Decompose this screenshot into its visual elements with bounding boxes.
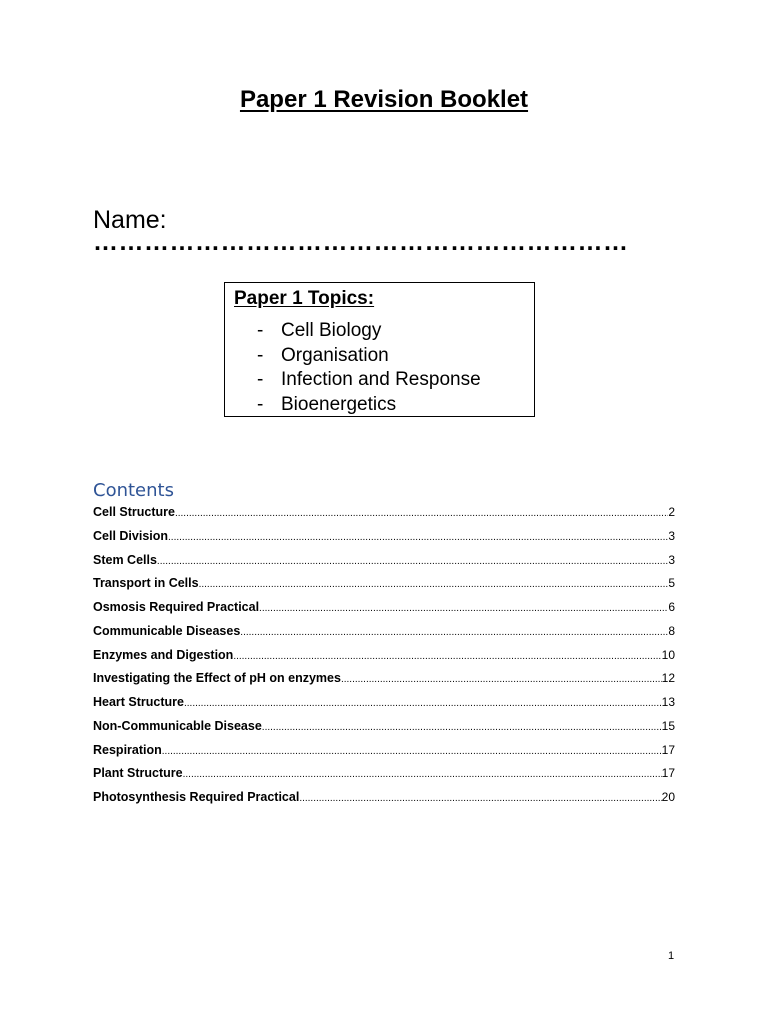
toc-entry-label[interactable]: Osmosis Required Practical (93, 600, 260, 614)
name-field-label: Name: (93, 206, 167, 234)
toc-leader-dots (199, 579, 669, 590)
toc-page-number: 20 (661, 790, 675, 804)
toc-page-number: 10 (661, 647, 675, 662)
topics-box (224, 282, 535, 417)
toc-entry[interactable] (93, 505, 675, 529)
toc-entry[interactable] (93, 553, 675, 577)
toc-leader-dots (157, 556, 668, 567)
page-number: 1 (668, 950, 675, 962)
topic-item (257, 393, 481, 418)
toc-entry[interactable] (93, 600, 675, 624)
toc-leader-dots (259, 603, 668, 614)
topic-label: Organisation (281, 344, 389, 366)
toc-entry-label[interactable]: Transport in Cells (93, 576, 199, 591)
topic-label: Bioenergetics (281, 393, 397, 415)
toc-leader-dots (183, 769, 662, 780)
toc-entry[interactable] (93, 648, 675, 672)
toc-page-number: 15 (661, 718, 675, 733)
toc-entry-label[interactable]: Communicable Diseases (93, 623, 241, 638)
list-dash: - (257, 320, 264, 341)
toc-leader-dots (168, 532, 668, 543)
toc-entry-label[interactable]: Plant Structure (93, 766, 183, 781)
toc-entry[interactable] (93, 576, 675, 600)
toc-entry-label[interactable]: Cell Structure (93, 505, 175, 519)
toc-entry-label[interactable]: Heart Structure (93, 695, 184, 709)
topics-list (257, 319, 481, 417)
toc-page-number: 3 (668, 552, 675, 567)
list-dash: - (257, 369, 264, 391)
topic-label: Cell Biology (281, 320, 382, 341)
toc-entry-label[interactable]: Cell Division (93, 528, 169, 543)
topics-heading: Paper 1 Topics: (234, 288, 375, 309)
toc-entry[interactable] (93, 719, 675, 743)
toc-leader-dots (175, 508, 668, 519)
toc-leader-dots (341, 674, 662, 685)
toc-entry[interactable] (93, 671, 675, 695)
toc-entry[interactable] (93, 766, 675, 790)
toc-entry[interactable] (93, 790, 675, 814)
toc-leader-dots (184, 698, 662, 709)
toc-page-number: 17 (661, 742, 675, 757)
toc-leader-dots (262, 722, 662, 733)
toc-leader-dots (162, 746, 662, 757)
list-dash: - (257, 344, 264, 366)
toc-entry[interactable] (93, 624, 675, 648)
toc-page-number: 6 (668, 600, 675, 614)
toc-entry-label[interactable]: Non-Communicable Disease (93, 718, 262, 733)
document-title: Paper 1 Revision Booklet (239, 86, 529, 113)
topic-item (257, 344, 481, 369)
toc-page-number: 5 (668, 576, 675, 591)
toc-leader-dots (240, 627, 668, 638)
toc-page-number: 17 (661, 766, 675, 781)
toc-entry[interactable] (93, 695, 675, 719)
toc-page-number: 3 (668, 528, 675, 543)
toc-entry-label[interactable]: Investigating the Effect of pH on enzymes (93, 671, 341, 686)
toc-leader-dots (233, 651, 661, 662)
toc-page-number: 8 (668, 623, 675, 638)
toc-entry-label[interactable]: Enzymes and Digestion (93, 647, 234, 662)
name-field-dotted-line: ……………………………………………………… (93, 228, 629, 256)
toc-entry[interactable] (93, 529, 675, 553)
toc-page-number: 12 (661, 671, 675, 686)
topic-item (257, 368, 481, 393)
toc-entry-label[interactable]: Photosynthesis Required Practical (93, 790, 300, 804)
toc-entry[interactable] (93, 743, 675, 767)
toc-page-number: 2 (668, 505, 675, 519)
toc-entry-label[interactable]: Respiration (93, 742, 162, 757)
toc-page-number: 13 (661, 695, 675, 709)
toc-entry-label[interactable]: Stem Cells (93, 552, 157, 567)
list-dash: - (257, 393, 264, 415)
table-of-contents (93, 505, 675, 814)
topic-label: Infection and Response (281, 369, 481, 391)
toc-leader-dots (299, 793, 661, 804)
contents-heading: Contents (93, 480, 174, 501)
topic-item (257, 319, 481, 344)
